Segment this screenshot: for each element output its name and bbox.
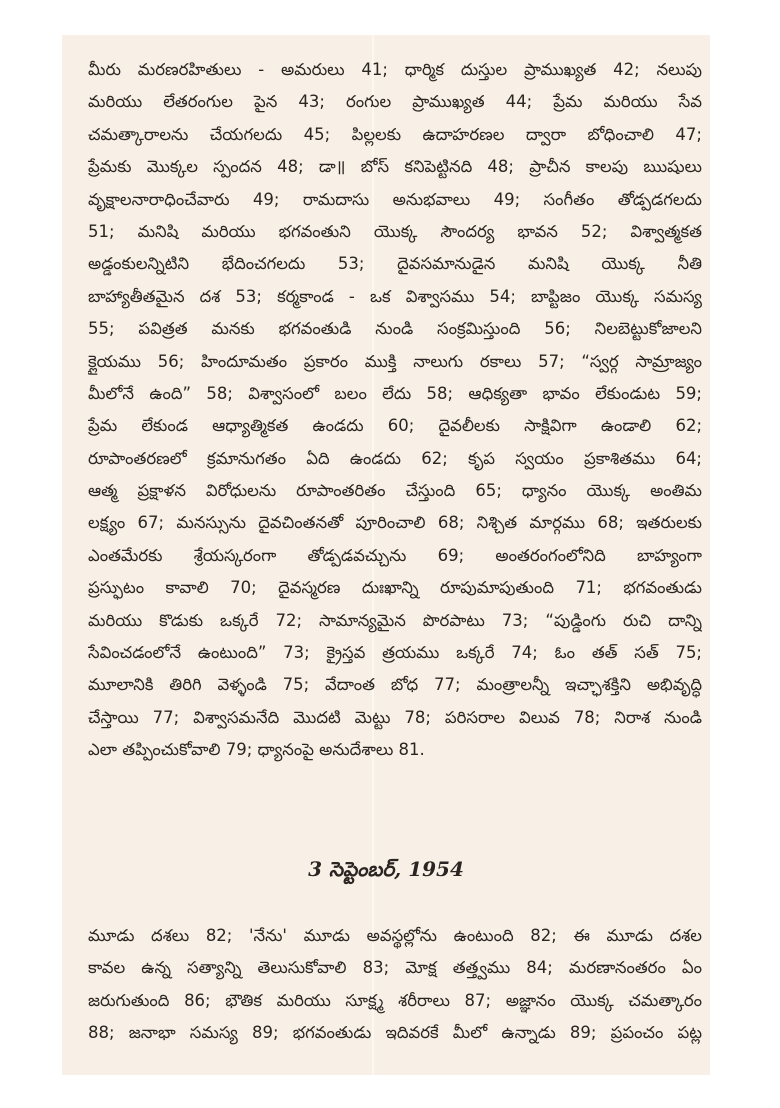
- text-line: చమత్కారాలను చేయగలదు 45; పిల్లలకు ఉదాహరణల ద్వారా బోధించాలి 47;: [88, 124, 702, 144]
- text-line: 51; మనిషి మరియు భగవంతుని యొక్క సౌందర్య భావన 52; విశ్వాత్మకత: [88, 221, 702, 241]
- text-line: రూపాంతరణలో క్రమానుగతం ఏది ఉండదు 62; కృప స్వయం ప్రకాశితము 64;: [88, 448, 702, 468]
- text-line: ఆత్మ ప్రక్షాళన విరోధులను రూపాంతరితం చేస్తుంది 65; ధ్యానం యొక్క అంతిమ: [88, 481, 702, 501]
- text-line: వృక్షాలనారాధించేవారు 49; రామదాసు అనుభవాలు 49; సంగీతం తోడ్పడగలదు: [88, 189, 702, 209]
- text-line: ప్రేమ లేకుండ ఆధ్యాత్మికత ఉండదు 60; దైవలీలకు సాక్షివిగా ఉండాలి 62;: [88, 416, 702, 436]
- text-line: మూలానికి తిరిగి వెళ్ళండి 75; వేదాంత బోధ 77; మంత్రాలన్నీ ఇచ్ఛాశక్తిని అభివృద్ధి: [88, 675, 702, 695]
- text-line: ఎంతమేరకు శ్రేయస్కరంగా తోడ్పడవచ్చును 69; అంతరంగంలోనిది బాహ్యంగా: [88, 545, 702, 565]
- text-line: 55; పవిత్రత మనకు భగవంతుడి నుండి సంక్రమిస్తుంది 56; నిలబెట్టుకోజాలని: [88, 319, 702, 339]
- text-line: మరియు లేతరంగుల పైన 43; రంగుల ప్రాముఖ్యత 44; ప్రేమ మరియు సేవ: [88, 92, 702, 112]
- text-line: కావల ఉన్న సత్యాన్ని తెలుసుకోవాలి 83; మోక్ష తత్త్వము 84; మరణానంతరం ఏం: [88, 958, 702, 978]
- section-heading-date: 3 సెప్టెంబర్, 1954: [308, 857, 464, 881]
- text-line: మీరు మరణరహితులు - అమరులు 41; ధార్మిక దుస్తుల ప్రాముఖ్యత 42; నలుపు: [88, 60, 702, 79]
- text-line: ఎలా తప్పించుకోవాలి 79; ధ్యానంపై అనుదేశాలు 81.: [88, 740, 425, 760]
- contents-paragraph-1: [88, 54, 702, 767]
- text-line: సేవించడంలోనే ఉంటుంది” 73; క్రైస్తవ త్రయము ఒక్కరే 74; ఓం తత్ సత్ 75;: [88, 643, 702, 663]
- text-line: ప్రేమకు మొక్కల స్పందన 48; డా॥ బోస్ కనిపెట్టినది 48; ప్రాచీన కాలపు ఋషులు: [88, 157, 702, 177]
- text-line: జరుగుతుంది 86; భౌతిక మరియు సూక్ష్మ శరీరాలు 87; అజ్ఞానం యొక్క చమత్కారం: [88, 990, 702, 1010]
- text-line: 88; జనాభా సమస్య 89; భగవంతుడు ఇదివరకే మీలో ఉన్నాడు 89; ప్రపంచం పట్ల: [88, 1023, 702, 1043]
- text-line: మీలోనే ఉంది” 58; విశ్వాసంలో బలం లేదు 58; ఆధిక్యతా భావం లేకుండుట 59;: [88, 383, 702, 403]
- text-line: క్లైయము 56; హిందూమతం ప్రకారం ముక్తి నాలుగు రకాలు 57; “స్వర్గ సామ్రాజ్యం: [88, 351, 702, 371]
- text-line: లక్ష్యం 67; మనస్సును దైవచింతనతో పూరించాలి 68; నిశ్చిత మార్గము 68; ఇతరులకు: [88, 513, 702, 533]
- text-line: అడ్డంకులన్నిటిని భేదించగలదు 53; దైవసమానుడైన మనిషి యొక్క నీతి: [88, 254, 702, 274]
- text-line: బాహ్యాతీతమైన దశ 53; కర్మకాండ - ఒక విశ్వాసము 54; బాప్టిజం యొక్క సమస్య: [88, 286, 702, 306]
- text-line: మరియు కొడుకు ఒక్కరే 72; సామాన్యమైన పొరపాటు 73; “పుడ్డింగు రుచి దాన్ని: [88, 610, 702, 630]
- text-line: ప్రస్ఫుటం కావాలి 70; దైవస్మరణ దుఃఖాన్ని రూపుమాపుతుంది 71; భగవంతుడు: [88, 578, 702, 598]
- text-line: మూడు దశలు 82; 'నేను' మూడు అవస్థల్లోను ఉంటుంది 82; ఈ మూడు దశల: [88, 926, 702, 945]
- text-line: చేస్తాయి 77; విశ్వాసమనేది మొదటి మెట్టు 78; పరిసరాల విలువ 78; నిరాశ నుండి: [88, 707, 702, 727]
- contents-paragraph-2: [88, 920, 702, 1050]
